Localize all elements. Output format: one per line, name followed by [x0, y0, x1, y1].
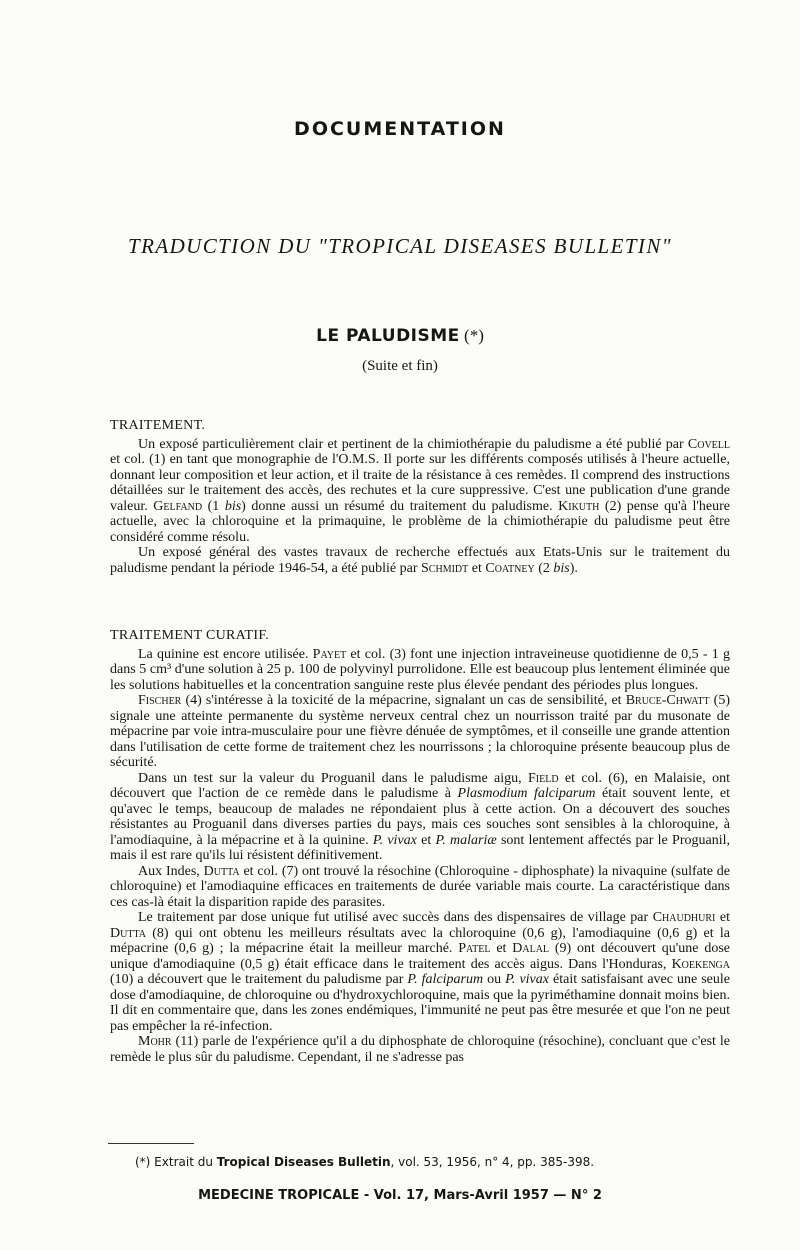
section-traitement: [110, 418, 730, 576]
section-traitement-curatif: [110, 628, 730, 1065]
paragraph: Un exposé particulièrement clair et pertinent de la chimiothérapie du paludisme a été publié par Covell et col. (1) en tant que monographie de l'O.M.S. Il porte sur les différents composés utilisés à l'heure actuelle, donnant leur composition et leur action, et il traite de la résistance à ces remèdes. Il comprend des instructions détaillées sur le traitement des accès, des rechutes et la cure suppressive. C'est une publication d'une grande valeur. Gelfand (1 bis) donne aussi un résumé du traitement du paludisme. Kikuth (2) pense qu'à l'heure actuelle, avec la chloroquine et la primaquine, le problème de la chimiothérapie du paludisme peut être considéré comme résolu.: [110, 436, 730, 545]
journal-footer: MEDECINE TROPICALE - Vol. 17, Mars-Avril 1957 — N° 2: [198, 1188, 602, 1203]
footnote: (*) Extrait du Tropical Diseases Bulletin, vol. 53, 1956, n° 4, pp. 385-398.: [135, 1155, 595, 1169]
section-heading: TRAITEMENT CURATIF.: [110, 628, 270, 643]
article-title: [0, 326, 800, 346]
footnote-mark: (*): [464, 326, 484, 345]
paragraph: Le traitement par dose unique fut utilisé avec succès dans des dispensaires de village par Chaudhuri et Dutta (8) qui ont obtenu les meilleurs résultats avec la chloroquine (0,6 g), l'amodiaquine (0,6 g) et la mépacrine (0,6 g) ; la mépacrine était la meilleur marché. Patel et Dalal (9) ont découvert qu'une dose unique d'amodiaquine (0,5 g) était efficace dans le traitement des accès aigus. Dans l'Honduras, Koekenga (10) a découvert que le traitement du paludisme par P. falciparum ou P. vivax était satisfaisant avec une seule dose d'amodiaquine, de chloroquine ou d'hydroxychloroquine, mais que la pyriméthamine donnait moins bien. Il dit en commentaire que, dans les zones endémiques, l'immunité ne peut pas être mesurée et que l'on ne peut pas empêcher la ré-infection.: [110, 910, 731, 1034]
paragraph: Mohr (11) parle de l'expérience qu'il a du diphosphate de chloroquine (résochine), concluant que c'est le remède le plus sûr du paludisme. Cependant, il ne s'adresse pas: [110, 1034, 730, 1065]
paragraph: Dans un test sur la valeur du Proguanil dans le paludisme aigu, Field et col. (6), en Malaisie, ont découvert que l'action de ce remède dans le paludisme à Plasmodium falciparum était souvent lente, et qu'avec le temps, beaucoup de malades ne répondaient plus à cette action. On a découvert des souches résistantes au Proguanil dans diverses parties du pays, mais ces souches sont sensibles à la chloroquine, à l'amodiaquine, à la mépacrine et à la quinine. P. vivax et P. malariæ sont lentement affectés par le Proguanil, mais il est rare qu'ils lui résistent définitivement.: [110, 770, 730, 863]
paragraph: Un exposé général des vastes travaux de recherche effectués aux Etats-Unis sur le traitement du paludisme pendant la période 1946-54, a été publié par Schmidt et Coatney (2 bis).: [110, 545, 730, 576]
translation-subtitle: TRADUCTION DU "TROPICAL DISEASES BULLETIN": [128, 234, 672, 258]
article-subtitle: (Suite et fin): [362, 358, 438, 374]
paragraph: Aux Indes, Dutta et col. (7) ont trouvé la résochine (Chloroquine - diphosphate) la nivaquine (sulfate de chloroquine) et l'amodiaquine efficaces en traitements de durée variable mais courte. La caractéristique dans ces cas-là était la disparition rapide des parasites.: [110, 863, 730, 910]
section-heading: TRAITEMENT.: [110, 418, 206, 433]
paragraph: Fischer (4) s'intéresse à la toxicité de la mépacrine, signalant un cas de sensibilité, et Bruce-Chwatt (5) signale une atteinte permanente du système nerveux central chez un nourrisson traité par du musonate de mépacrine par voie intra-musculaire pour une fièvre dénuée de symptômes, et il conseille une grande attention dans l'utilisation de cette forme de traitement chez les nourrissons ; la chloroquine présente beaucoup plus de sécurité.: [110, 693, 731, 770]
documentation-heading: DOCUMENTATION: [294, 118, 506, 140]
footnote-divider: [108, 1143, 194, 1144]
article-title-text: LE PALUDISME: [316, 326, 460, 346]
paragraph: La quinine est encore utilisée. Payet et col. (3) font une injection intraveineuse quotidienne de 0,5 - 1 g dans 5 cm³ d'une solution à 25 p. 100 de polyvinyl purrolidone. Elle est beaucoup plus lentement éliminée que les solutions habituelles et la concentration sanguine reste plus élevée pendant des périodes plus longues.: [110, 646, 730, 693]
